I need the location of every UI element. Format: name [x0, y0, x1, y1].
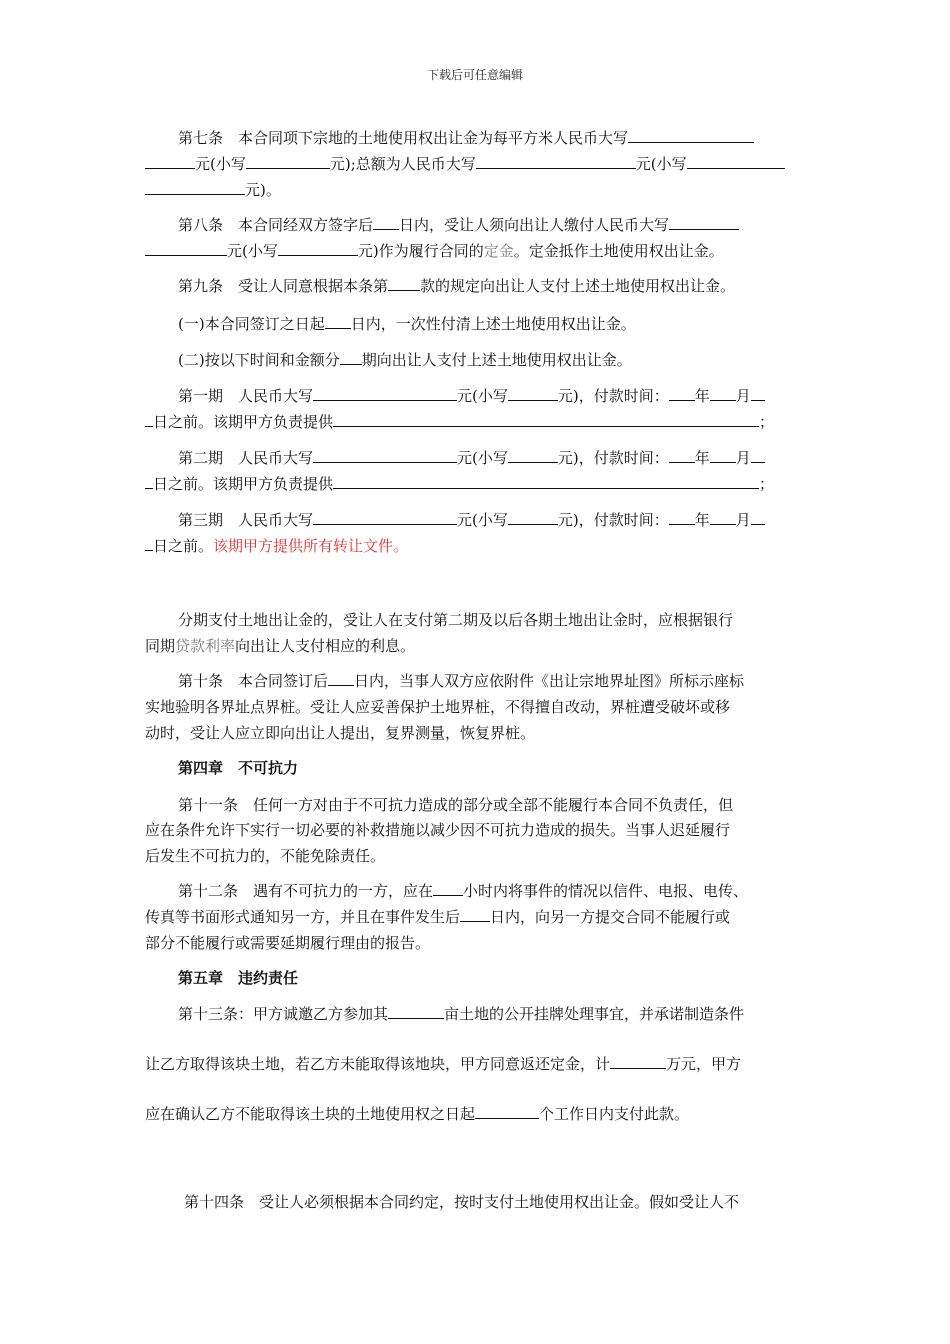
article-13-line-2: 让乙方取得该块土地，若乙方未能取得该地块，甲方同意返还定金，计 万元，甲方 — [145, 1055, 742, 1073]
article-11-line-2: 应在条件允许下实行一切必要的补救措施以减少因不可抗力造成的损失。当事人迟延履行 — [145, 821, 731, 839]
period-1-line-2: 日之前。该期甲方负责提供 ； — [145, 412, 774, 432]
period-1-line-1: 第一期 人民币大写 元(小写 元)，付款时间： 年 月 — [178, 386, 765, 406]
article-9-line-1: 第九条 受让人同意根据本条第 款的规定向出让人支付上述土地使用权出让金。 — [178, 277, 736, 295]
installment-line-2: 同期贷款利率向出让人支付相应的利息。 — [145, 637, 416, 655]
article-8-line-1: 第八条 本合同经双方签字后 日内，受让人须向出让人缴付人民币大写 — [178, 215, 739, 235]
article-12-line-3: 部分不能履行或需要延期履行理由的报告。 — [145, 934, 431, 952]
period-3-line-2: 日之前。该期甲方提供所有转让文件。 — [145, 536, 408, 556]
article-12-line-1: 第十二条 遇有不可抗力的一方，应在 小时内将事件的情况以信件、电报、电传、 — [178, 882, 749, 900]
article-7-line-2: 元(小写 元);总额为人民币大写 元(小写 — [145, 154, 785, 174]
article-7-line-1: 第七条 本合同项下宗地的土地使用权出让金为每平方米人民币大写 — [178, 128, 754, 148]
period-2-line-1: 第二期 人民币大写 元(小写 元)，付款时间： 年 月 — [178, 448, 765, 468]
article-13-line-3: 应在确认乙方不能取得该土块的土地使用权之日起 个工作日内支付此款。 — [145, 1105, 690, 1123]
article-10-line-3: 动时，受让人应立即向出让人提出，复界测量，恢复界桩。 — [145, 724, 536, 742]
period-2-line-2: 日之前。该期甲方负责提供 ； — [145, 474, 774, 494]
article-7-line-3: 元)。 — [145, 180, 281, 200]
article-10-line-2: 实地验明各界址点界桩。受让人应妥善保护土地界桩，不得擅自改动，界桩遭受破坏或移 — [145, 698, 731, 716]
article-13-line-1: 第十三条：甲方诚邀乙方参加其 亩土地的公开挂牌处理事宜，并承诺制造条件 — [178, 1005, 745, 1023]
page-header: 下载后可任意编辑 — [426, 68, 523, 82]
chapter-5-heading: 第五章 违约责任 — [178, 969, 299, 987]
article-11-line-3: 后发生不可抗力的，不能免除责任。 — [145, 847, 386, 865]
article-8-line-2: 元(小写 元)作为履行合同的定金。定金抵作土地使用权出让金。 — [145, 241, 724, 261]
article-11-line-1: 第十一条 任何一方对由于不可抗力造成的部分或全部不能履行本合同不负责任，但 — [178, 796, 734, 814]
article-14-line-1: 第十四条 受让人必须根据本合同约定，按时支付土地使用权出让金。假如受让人不 — [184, 1193, 740, 1211]
chapter-4-heading: 第四章 不可抗力 — [178, 759, 299, 777]
period-3-line-1: 第三期 人民币大写 元(小写 元)，付款时间： 年 月 — [178, 510, 765, 530]
article-10-line-1: 第十条 本合同签订后 日内，当事人双方应依附件《出让宗地界址图》所标示座标 — [178, 672, 745, 690]
article-12-line-2: 传真等书面形式通知另一方，并且在事件发生后 日内，向另一方提交合同不能履行或 — [145, 908, 731, 926]
article-9-item-2: (二)按以下时间和金额分 期向出让人支付上述土地使用权出让金。 — [178, 351, 632, 369]
installment-line-1: 分期支付土地出让金的，受让人在支付第二期及以后各期土地出让金时，应根据银行 — [178, 611, 734, 629]
article-9-item-1: (一)本合同签订之日起 日内，一次性付清上述土地使用权出让金。 — [178, 315, 636, 333]
